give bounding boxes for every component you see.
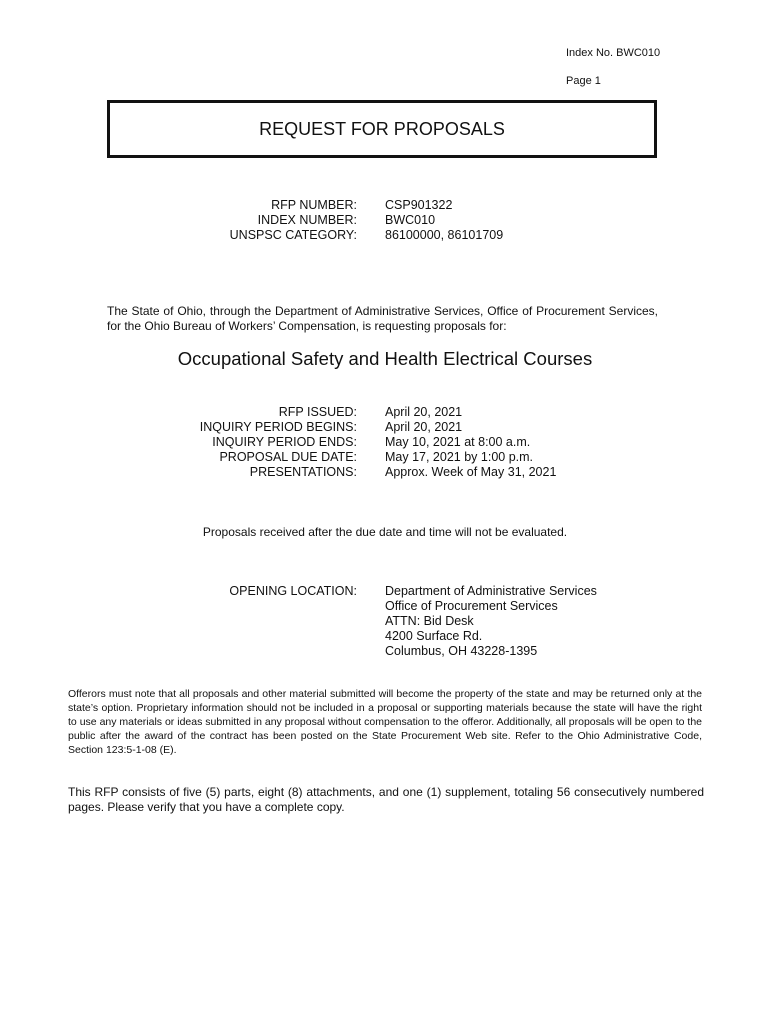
address-line: Office of Procurement Services — [385, 599, 558, 613]
document-title: REQUEST FOR PROPOSALS — [259, 118, 505, 139]
offerors-notice: Offerors must note that all proposals and other material submitted will become the property of the state and may be returned only at the state’s option. Proprietary information should not be included in a proposal or supporting materials because the state will have the right to use any materials or ideas submitted in any proposal without compensation to the offeror. Additionally, all proposals will be open to the public after the award of the contract has been posted on the State Procurement Web site. Refer to the Ohio Administrative Code, Section 123:5-1-08 (E). — [68, 688, 702, 756]
opening-location-row — [107, 584, 597, 659]
address-line: Department of Administrative Services — [385, 584, 597, 598]
index-number-value: BWC010 — [385, 213, 436, 227]
unspsc-category-row — [107, 228, 503, 243]
date-value: Approx. Week of May 31, 2021 — [385, 465, 557, 479]
date-row — [107, 435, 556, 450]
date-label: INQUIRY PERIOD ENDS: — [212, 435, 357, 449]
page-number: Page 1 — [566, 75, 601, 87]
address-line: 4200 Surface Rd. — [385, 629, 483, 643]
intro-paragraph: The State of Ohio, through the Department of Administrative Services, Office of Procurement Services, for the Ohio Bureau of Workers’ Compensation, is requesting proposals for: — [107, 304, 658, 333]
course-title: Occupational Safety and Health Electrical Courses — [177, 348, 593, 369]
parts-notice: This RFP consists of five (5) parts, eight (8) attachments, and one (1) supplement, totaling 56 consecutively numbered pages. Please verify that you have a complete copy. — [68, 785, 704, 814]
index-number-row — [107, 213, 503, 228]
date-row — [107, 465, 556, 480]
date-label: RFP ISSUED: — [278, 405, 357, 419]
unspsc-category-label: UNSPSC CATEGORY: — [229, 228, 357, 242]
rfp-number-label: RFP NUMBER: — [271, 198, 357, 212]
index-number-header: Index No. BWC010 — [566, 47, 661, 59]
date-value: May 10, 2021 at 8:00 a.m. — [385, 435, 531, 449]
date-row — [107, 405, 556, 420]
opening-location — [107, 584, 597, 659]
key-dates — [107, 405, 556, 480]
date-row — [107, 450, 556, 465]
opening-location-label: OPENING LOCATION: — [229, 584, 357, 598]
rfp-number-value: CSP901322 — [385, 198, 453, 212]
address-line: Columbus, OH 43228-1395 — [385, 644, 538, 658]
address-line: ATTN: Bid Desk — [385, 614, 474, 628]
late-proposal-notice: Proposals received after the due date and time will not be evaluated. — [202, 525, 568, 539]
date-row — [107, 420, 556, 435]
date-label: PROPOSAL DUE DATE: — [219, 450, 357, 464]
index-number-label: INDEX NUMBER: — [257, 213, 357, 227]
opening-location-address — [385, 584, 597, 659]
date-label: PRESENTATIONS: — [249, 465, 357, 479]
document-title-box — [107, 100, 657, 158]
unspsc-category-value: 86100000, 86101709 — [385, 228, 504, 242]
date-value: April 20, 2021 — [385, 420, 463, 434]
date-value: April 20, 2021 — [385, 405, 463, 419]
rfp-identifiers — [107, 198, 503, 243]
rfp-number-row — [107, 198, 503, 213]
date-label: INQUIRY PERIOD BEGINS: — [199, 420, 357, 434]
date-value: May 17, 2021 by 1:00 p.m. — [385, 450, 534, 464]
